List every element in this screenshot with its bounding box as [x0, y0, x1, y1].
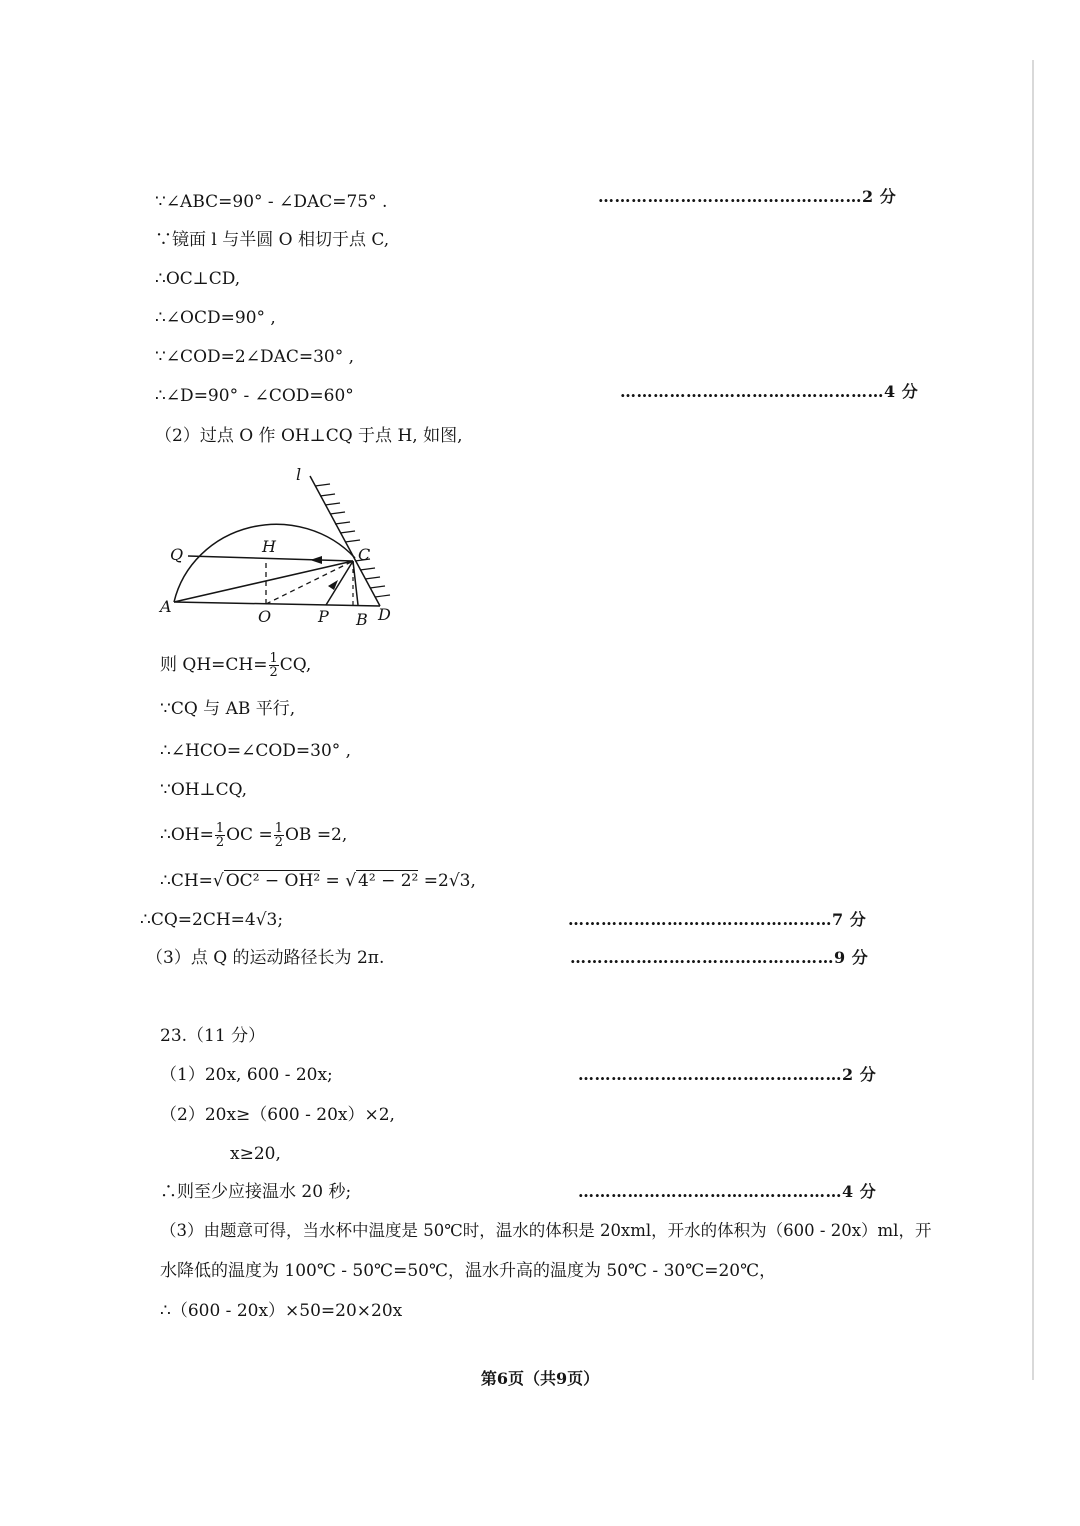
fraction-den-1: 2	[215, 835, 225, 850]
line-angle-ocd: ∴∠OCD=90° ,	[155, 308, 276, 328]
radical-sign-2: √	[345, 871, 357, 891]
q23-part2-solution: x≥20,	[230, 1144, 281, 1164]
q23-part3-line1: （3）由题意可得，当水杯中温度是 50℃时，温水的体积是 20xml，开水的体积为（600 - 20x）ml，开	[160, 1221, 932, 1240]
oh-mid: OC =	[226, 825, 273, 845]
ch-mid: =	[320, 871, 346, 891]
line-tangent: ∵镜面 l 与半圆 O 相切于点 C,	[155, 230, 390, 250]
page-footer: 第6页（共9页）	[480, 1369, 600, 1388]
fraction-num-1: 1	[215, 821, 225, 836]
ch-suffix: =2√3,	[418, 871, 476, 891]
semicircle-arc	[174, 524, 355, 602]
fraction-half-2	[274, 822, 284, 849]
q23-part2-conclusion: ∴则至少应接温水 20 秒;	[160, 1182, 352, 1202]
qh-prefix: 则 QH=CH=	[160, 655, 268, 675]
q23-part2-inequality: （2）20x≥（600 - 20x）×2,	[160, 1105, 395, 1125]
label-h: H	[262, 537, 276, 556]
scan-edge-line	[1032, 60, 1034, 1380]
line-cq-parallel-ab: ∵CQ 与 AB 平行,	[160, 699, 296, 719]
radicand-1: OC² − OH²	[225, 871, 321, 891]
q23-part3-equation: ∴（600 - 20x）×50=20×20x	[160, 1301, 403, 1321]
line-oh-perp-cq: ∵OH⊥CQ,	[160, 780, 248, 800]
radical-sign-1: √	[212, 871, 224, 891]
label-l: l	[296, 465, 302, 484]
line-cb	[353, 561, 358, 605]
line-ad	[174, 602, 380, 606]
line-angle-abc: ∵∠ABC=90° - ∠DAC=75° .	[155, 192, 388, 212]
score-4-marker: …………………………………………4 分	[620, 382, 919, 401]
score-9-marker: …………………………………………9 分	[570, 948, 869, 967]
line-ac	[174, 561, 353, 602]
qh-suffix: CQ,	[279, 655, 312, 675]
oh-suffix: OB =2,	[284, 825, 348, 845]
line-part2-intro: （2）过点 O 作 OH⊥CQ 于点 H, 如图,	[155, 426, 463, 446]
line-cq-value: ∴CQ=2CH=4√3;	[140, 910, 284, 930]
arrow-qc	[310, 556, 322, 564]
line-ch-value	[160, 870, 476, 892]
q23-score-2-marker: …………………………………………2 分	[578, 1065, 877, 1084]
fraction-den-2: 2	[274, 835, 283, 850]
fraction-num-2: 1	[274, 821, 283, 836]
fraction-half	[269, 652, 279, 679]
line-oc-perp-cd: ∴OC⊥CD,	[155, 269, 241, 289]
line-oh-value	[160, 822, 347, 849]
label-c: C	[358, 545, 371, 564]
fraction-den: 2	[269, 665, 278, 680]
fraction-half-1	[215, 822, 225, 849]
line-angle-cod: ∵∠COD=2∠DAC=30° ,	[155, 347, 355, 367]
label-a: A	[160, 597, 172, 616]
line-angle-d: ∴∠D=90° - ∠COD=60°	[155, 386, 354, 406]
q23-part3-line2: 水降低的温度为 100℃ - 50℃=50℃，温水升高的温度为 50℃ - 30℃=20℃，	[160, 1261, 777, 1281]
label-o: O	[258, 607, 272, 626]
line-qc	[188, 556, 353, 561]
label-q: Q	[170, 545, 184, 564]
score-7-marker: …………………………………………7 分	[568, 910, 867, 929]
ch-prefix: ∴CH=	[160, 871, 213, 891]
q23-score-4-marker: …………………………………………4 分	[578, 1182, 877, 1201]
label-b: B	[356, 610, 368, 629]
score-2-marker: …………………………………………2 分	[598, 187, 897, 206]
label-d: D	[378, 605, 391, 624]
line-qh-ch	[160, 652, 311, 679]
oh-prefix: ∴OH=	[160, 825, 214, 845]
fraction-num: 1	[269, 651, 278, 666]
geometry-figure	[150, 462, 410, 634]
question-23-title: 23.（11 分）	[160, 1026, 266, 1046]
radicand-2: 4² − 2²	[358, 871, 419, 891]
line-angle-hco: ∴∠HCO=∠COD=30° ,	[160, 741, 352, 761]
q23-part1: （1）20x, 600 - 20x;	[160, 1065, 333, 1085]
label-p: P	[318, 607, 329, 626]
line-part3-path: （3）点 Q 的运动路径长为 2π.	[146, 948, 385, 968]
